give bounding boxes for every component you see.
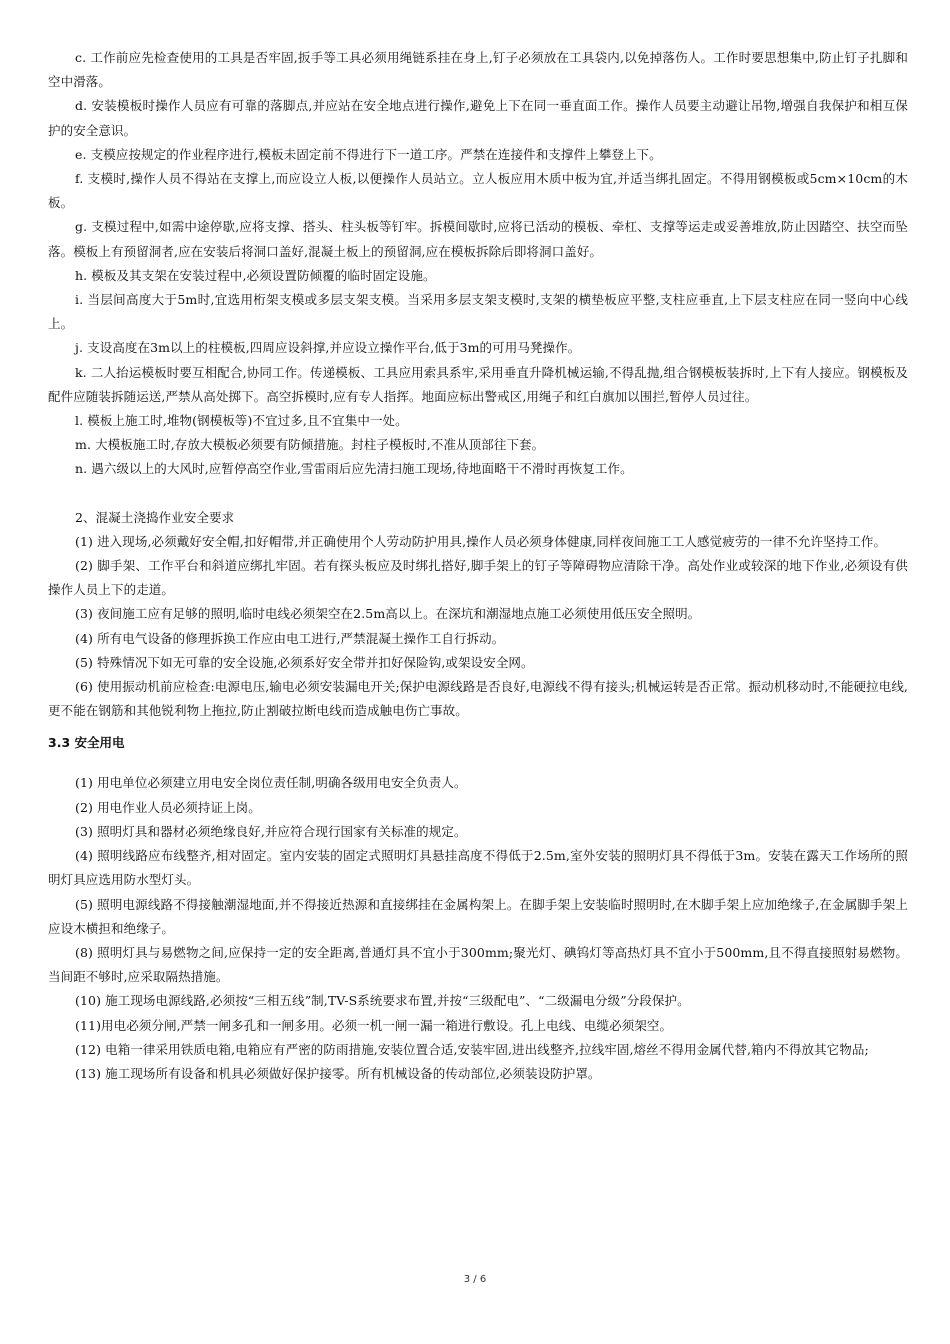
formwork-item-g: g. 支模过程中,如需中途停歇,应将支撑、搭头、柱头板等钉牢。拆模间歇时,应将已活动的模板、牵杠、支撑等运走或妥善堆放,防止因踏空、扶空而坠落。模板上有预留洞者,应在安装后将洞口盖好,混凝土板上的预留洞,应在模板拆除后即将洞口盖好。 <box>48 219 908 259</box>
formwork-safety-list <box>48 46 908 482</box>
concrete-item-4: (4) 所有电气设备的修理拆换工作应由电工进行,严禁混凝土操作工自行拆动。 <box>75 630 505 646</box>
formwork-item-d: d. 安装模板时操作人员应有可靠的落脚点,并应站在安全地点进行操作,避免上下在同一垂直面工作。操作人员要主动避让吊物,增强自我保护和相互保护的安全意识。 <box>48 98 908 138</box>
document-page <box>48 46 908 1086</box>
formwork-item-j: j. 支设高度在3m以上的柱模板,四周应设斜撑,并应设立操作平台,低于3m的可用马凳操作。 <box>75 340 581 356</box>
electric-item-2: (2) 用电作业人员必须持证上岗。 <box>75 799 261 815</box>
formwork-item-k: k. 二人抬运模板时要互相配合,协同工作。传递模板、工具应用索具系牢,采用垂直升降机械运输,不得乱抛,组合钢模板装拆时,上下有人接应。钢模板及配件应随装拆随运送,严禁从高处掷下。高空拆模时,应有专人指挥。地面应标出警戒区,用绳子和红白旗加以围拦,暂停人员过往。 <box>48 364 908 404</box>
concrete-safety-section <box>48 506 908 724</box>
electric-item-3: (3) 照明灯具和器材必须绝缘良好,并应符合现行国家有关标准的规定。 <box>75 823 467 839</box>
formwork-item-n: n. 遇六级以上的大风时,应暂停高空作业,雪雷雨后应先清扫施工现场,待地面略干不滑时再恢复工作。 <box>75 461 633 477</box>
formwork-item-c: c. 工作前应先检查使用的工具是否牢固,扳手等工具必须用绳链系挂在身上,钉子必须放在工具袋内,以免掉落伤人。工作时要思想集中,防止钉子扎脚和空中滑落。 <box>48 50 908 90</box>
electric-item-12: (12) 电箱一律采用铁质电箱,电箱应有严密的防雨措施,安装位置合适,安装牢固,进出线整齐,拉线牢固,熔丝不得用金属代替,箱内不得放其它物品; <box>75 1041 869 1057</box>
formwork-item-f: f. 支模时,操作人员不得站在支撑上,而应设立人板,以便操作人员站立。立人板应用木质中板为宜,并适当绑扎固定。不得用钢模板或5cm×10cm的木板。 <box>48 171 908 211</box>
electric-item-11: (11)用电必须分闸,严禁一闸多孔和一闸多用。必须一机一闸一漏一箱进行敷设。孔上电线、电缆必须架空。 <box>75 1017 673 1033</box>
concrete-item-5: (5) 特殊情况下如无可靠的安全设施,必须系好安全带并扣好保险钩,或架设安全网。 <box>75 654 534 670</box>
electric-section-title: 3.3 安全用电 <box>48 735 125 751</box>
concrete-item-6: (6) 使用振动机前应检查:电源电压,输电必须安装漏电开关;保护电源线路是否良好,电源线不得有接头;机械运转是否正常。振动机移动时,不能硬拉电线,更不能在钢筋和其他锐利物上拖拉,防止割破拉断电线而造成触电伤亡事故。 <box>48 679 908 719</box>
formwork-item-m: m. 大模板施工时,存放大模板必须要有防倾措施。封柱子模板时,不准从顶部往下套。 <box>75 437 545 453</box>
electric-item-8: (8) 照明灯具与易燃物之间,应保持一定的安全距离,普通灯具不宜小于300mm;聚光灯、碘钨灯等高热灯具不宜小于500mm,且不得直接照射易燃物。当间距不够时,应采取隔热措施。 <box>48 944 908 985</box>
electric-item-13: (13) 施工现场所有设备和机具必须做好保护接零。所有机械设备的传动部位,必须装设防护罩。 <box>75 1065 601 1081</box>
electric-safety-section <box>48 771 908 1086</box>
paragraph-spacer <box>48 482 908 506</box>
concrete-item-2: (2) 脚手架、工作平台和斜道应绑扎牢固。若有探头板应及时绑扎搭好,脚手架上的钉子等障碍物应清除干净。高处作业或较深的地下作业,必须设有供操作人员上下的走道。 <box>48 558 908 598</box>
formwork-item-i: i. 当层间高度大于5m时,宜选用桁架支模或多层支架支模。当采用多层支架支模时,支架的横垫板应平整,支柱应垂直,上下层支柱应在同一竖向中心线上。 <box>48 292 908 332</box>
page-number: 3 / 6 <box>463 1274 487 1285</box>
concrete-section-heading: 2、混凝土浇捣作业安全要求 <box>75 509 235 525</box>
formwork-item-l: l. 模板上施工时,堆物(钢模板等)不宜过多,且不宜集中一处。 <box>75 413 408 429</box>
formwork-item-h: h. 模板及其支架在安装过程中,必须设置防倾覆的临时固定设施。 <box>75 267 436 283</box>
electric-item-10: (10) 施工现场电源线路,必须按“三相五线”制,TV-S系统要求布置,并按“三级配电”、“二级漏电分级”分段保护。 <box>75 993 690 1009</box>
electric-item-1: (1) 用电单位必须建立用电安全岗位责任制,明确各级用电安全负责人。 <box>75 775 467 791</box>
concrete-item-1: (1) 进入现场,必须戴好安全帽,扣好帽带,并正确使用个人劳动防护用具,操作人员必须身体健康,同样夜间施工工人感觉疲劳的一律不允许坚持工作。 <box>75 533 887 549</box>
electric-item-4: (4) 照明线路应布线整齐,相对固定。室内安装的固定式照明灯具悬挂高度不得低于2.5m,室外安装的照明灯具不得低于3m。安装在露天工作场所的照明灯具应选用防水型灯头。 <box>48 848 908 888</box>
electric-item-5: (5) 照明电源线路不得接触潮湿地面,并不得接近热源和直接绑挂在金属构架上。在脚手架上安装临时照明时,在木脚手架上应加绝缘子,在金属脚手架上应设木横担和绝缘子。 <box>48 896 908 936</box>
formwork-item-e: e. 支模应按规定的作业程序进行,模板未固定前不得进行下一道工序。严禁在连接件和支撑件上攀登上下。 <box>75 146 662 162</box>
concrete-item-3: (3) 夜间施工应有足够的照明,临时电线必须架空在2.5m高以上。在深坑和潮湿地点施工必须使用低压安全照明。 <box>75 606 701 622</box>
